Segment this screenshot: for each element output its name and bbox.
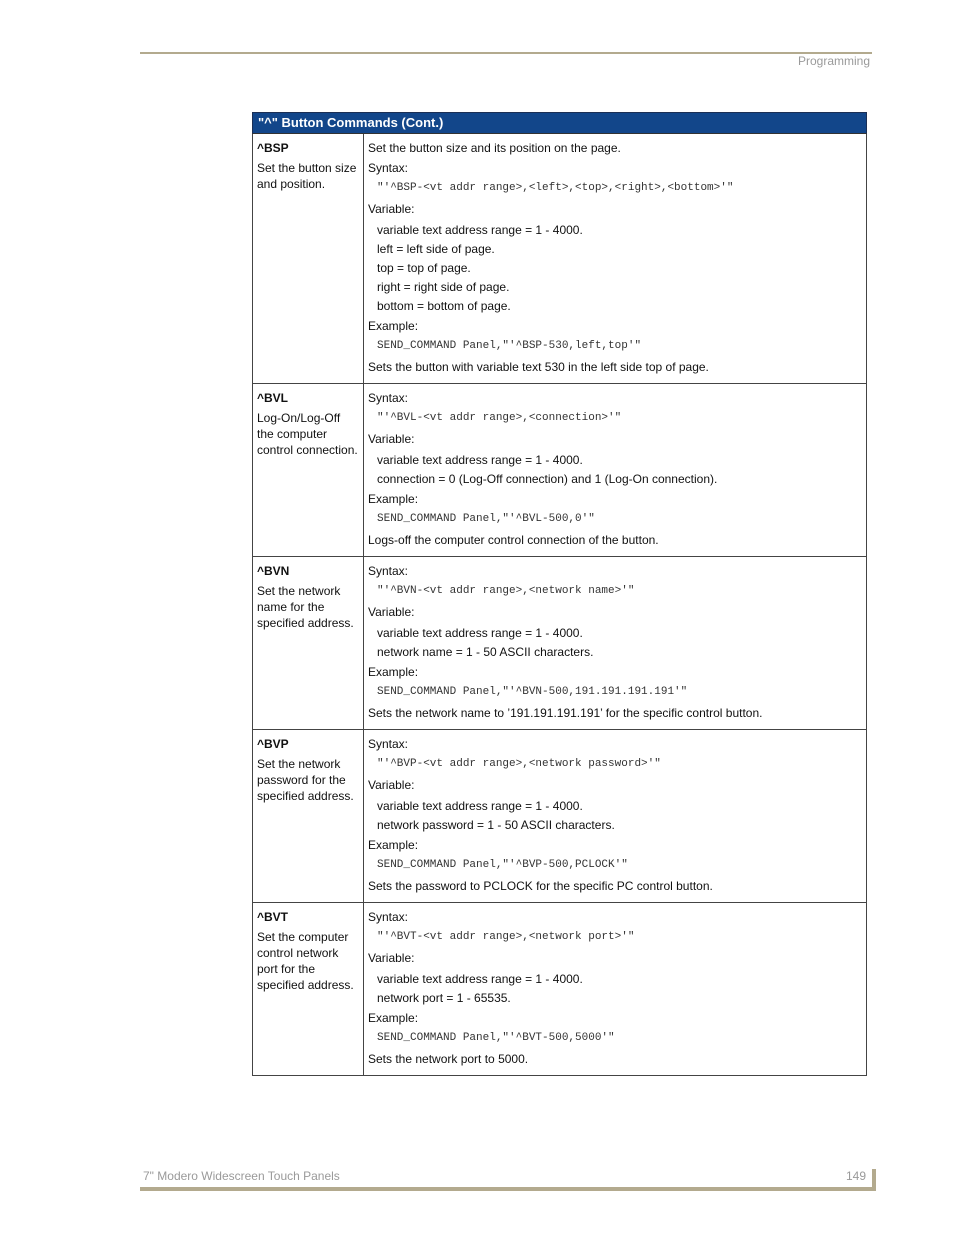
command-name: ^BVL	[257, 391, 289, 405]
syntax-code: "'^BVP-<vt addr range>,<network password>'"	[377, 758, 661, 770]
example-code: SEND_COMMAND Panel,"'^BVT-500,5000'"	[377, 1032, 615, 1044]
example-code: SEND_COMMAND Panel,"'^BVN-500,191.191.191.191'"	[377, 686, 688, 698]
footer-product-name: 7" Modero Widescreen Touch Panels	[143, 1169, 340, 1183]
command-cell	[253, 730, 364, 902]
table-row	[252, 134, 867, 384]
syntax-label: Syntax:	[368, 737, 409, 751]
variable-item: variable text address range = 1 - 4000.	[377, 223, 583, 237]
command-cell	[253, 557, 364, 729]
command-cell	[253, 134, 364, 383]
example-result: Sets the password to PCLOCK for the specific PC control button.	[368, 879, 713, 893]
example-label: Example:	[368, 319, 419, 333]
syntax-code: "'^BVT-<vt addr range>,<network port>'"	[377, 931, 635, 943]
command-description: Set the button size and position.	[257, 161, 357, 191]
command-name: ^BVP	[257, 737, 289, 751]
command-name: ^BVT	[257, 910, 289, 924]
example-code: SEND_COMMAND Panel,"'^BSP-530,left,top'"	[377, 340, 642, 352]
example-label: Example:	[368, 665, 419, 679]
variable-item: connection = 0 (Log-Off connection) and 1 (Log-On connection).	[377, 472, 718, 486]
command-cell	[253, 903, 364, 1075]
variable-item: bottom = bottom of page.	[377, 299, 511, 313]
details-cell	[364, 903, 866, 1075]
command-name: ^BSP	[257, 141, 289, 155]
command-description: Set the network name for the specified address.	[257, 584, 354, 630]
variable-item: network name = 1 - 50 ASCII characters.	[377, 645, 594, 659]
command-description: Set the computer control network port for the specified address.	[257, 930, 354, 992]
variable-item: network password = 1 - 50 ASCII characters.	[377, 818, 615, 832]
variable-item: variable text address range = 1 - 4000.	[377, 972, 583, 986]
example-result: Sets the button with variable text 530 in the left side top of page.	[368, 360, 709, 374]
details-cell	[364, 557, 866, 729]
example-code: SEND_COMMAND Panel,"'^BVL-500,0'"	[377, 513, 595, 525]
command-intro: Set the button size and its position on the page.	[368, 141, 621, 155]
command-cell	[253, 384, 364, 556]
header-rule	[140, 52, 872, 54]
example-label: Example:	[368, 1011, 419, 1025]
variable-label: Variable:	[368, 605, 415, 619]
example-code: SEND_COMMAND Panel,"'^BVP-500,PCLOCK'"	[377, 859, 628, 871]
variable-item: variable text address range = 1 - 4000.	[377, 453, 583, 467]
syntax-label: Syntax:	[368, 161, 409, 175]
details-cell	[364, 730, 866, 902]
variable-item: variable text address range = 1 - 4000.	[377, 626, 583, 640]
button-commands-table	[252, 112, 867, 1076]
table-row	[252, 730, 867, 903]
variable-item: variable text address range = 1 - 4000.	[377, 799, 583, 813]
variable-label: Variable:	[368, 432, 415, 446]
page-number: 149	[846, 1169, 867, 1183]
details-cell	[364, 384, 866, 556]
variable-item: right = right side of page.	[377, 280, 510, 294]
syntax-code: "'^BVL-<vt addr range>,<connection>'"	[377, 412, 622, 424]
command-name: ^BVN	[257, 564, 290, 578]
example-result: Sets the network name to ’191.191.191.191’ for the specific control button.	[368, 706, 763, 720]
variable-label: Variable:	[368, 778, 415, 792]
variable-label: Variable:	[368, 202, 415, 216]
syntax-label: Syntax:	[368, 564, 409, 578]
variable-item: network port = 1 - 65535.	[377, 991, 511, 1005]
table-row	[252, 903, 867, 1076]
syntax-code: "'^BSP-<vt addr range>,<left>,<top>,<right>,<bottom>'"	[377, 182, 734, 194]
example-result: Logs-off the computer control connection of the button.	[368, 533, 659, 547]
table-row	[252, 557, 867, 730]
example-result: Sets the network port to 5000.	[368, 1052, 529, 1066]
syntax-code: "'^BVN-<vt addr range>,<network name>'"	[377, 585, 635, 597]
section-label: Programming	[797, 54, 870, 68]
command-description: Log-On/Log-Off the computer control connection.	[257, 411, 358, 457]
example-label: Example:	[368, 492, 419, 506]
table-title: "^" Button Commands (Cont.)	[252, 112, 867, 134]
syntax-label: Syntax:	[368, 391, 409, 405]
table-row	[252, 384, 867, 557]
syntax-label: Syntax:	[368, 910, 409, 924]
variable-item: left = left side of page.	[377, 242, 495, 256]
command-description: Set the network password for the specified address.	[257, 757, 354, 803]
details-cell	[364, 134, 866, 383]
variable-label: Variable:	[368, 951, 415, 965]
example-label: Example:	[368, 838, 419, 852]
footer-rule	[140, 1187, 876, 1191]
variable-item: top = top of page.	[377, 261, 471, 275]
